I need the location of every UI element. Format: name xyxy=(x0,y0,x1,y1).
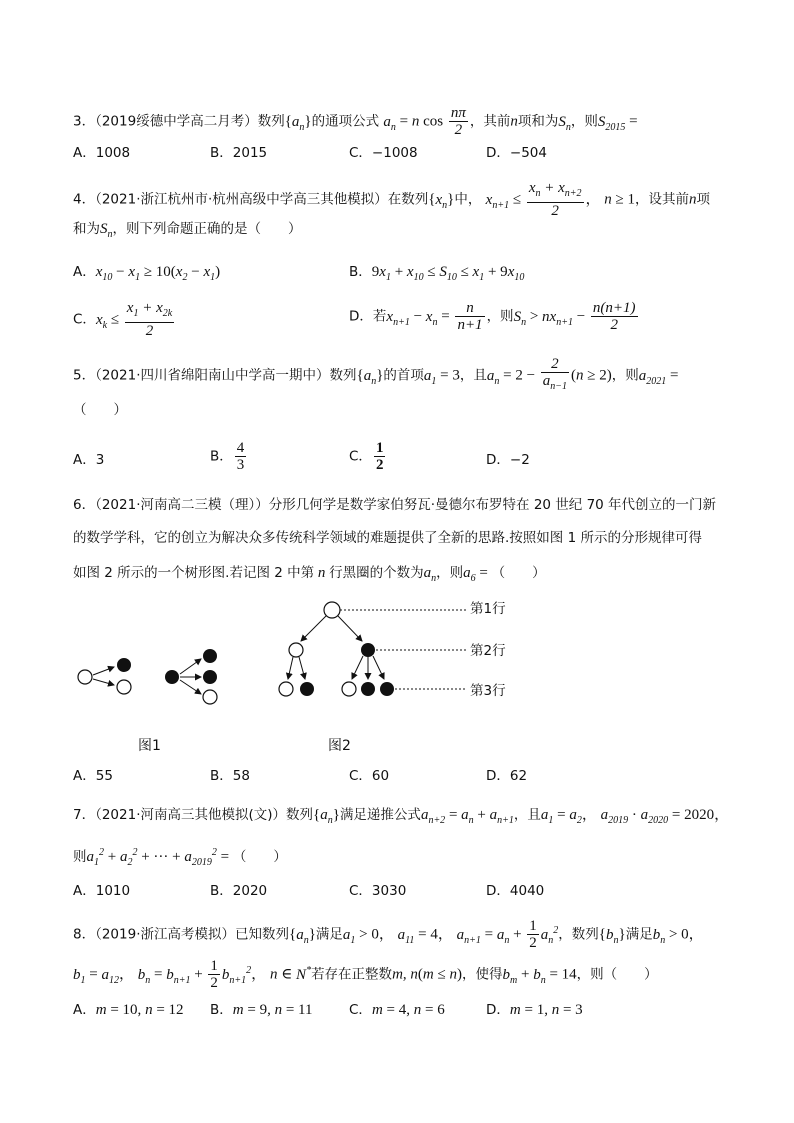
q4-option-c[interactable]: C．$x_k$ ≤ $\frac{x_1 + x_{2k}}{2}$ xyxy=(73,300,173,339)
q6-row-label-1: 第1行 xyxy=(470,601,506,617)
q5-mid2: ，且 xyxy=(459,367,487,384)
q6-row-label-3: 第3行 xyxy=(470,683,506,699)
q3-mid3: 项和为 xyxy=(517,113,559,130)
q6-option-c[interactable]: C．60 xyxy=(349,768,390,784)
figure-1-diagram xyxy=(70,645,230,710)
q8-option-a-label: A． xyxy=(73,1002,96,1018)
q5-option-b-label: B． xyxy=(210,448,233,465)
q5-option-b-num: 4 xyxy=(236,440,245,456)
q7-stem: 7．（2021·河南高三其他模拟(文)）数列 xyxy=(73,807,314,823)
q5-option-c[interactable] xyxy=(349,440,387,473)
q4-mid: 中， xyxy=(454,191,482,208)
q6-line3a: 如图 2 所示的一个树形图.若记图 2 中第 xyxy=(73,565,315,581)
q8-option-d[interactable]: D．m = 1, n = 3 xyxy=(486,1002,583,1018)
q8-option-c-label: C． xyxy=(349,1002,372,1018)
q4-stem: 4．（2021·浙江杭州市·杭州高级中学高三其他模拟）在数列 xyxy=(73,191,429,208)
q7-mid2: ，且 xyxy=(513,807,541,823)
q8-option-b[interactable]: B．m = 9, n = 11 xyxy=(210,1002,313,1018)
figure-1-caption: 图1 xyxy=(138,738,161,754)
figure-2-caption: 图2 xyxy=(328,738,351,754)
q8-stem: 8．（2019·浙江高考模拟）已知数列 xyxy=(73,926,289,943)
q7-line2a: 则 xyxy=(73,849,87,865)
q5-option-b-den: 3 xyxy=(236,457,245,473)
q6-line3d: （ ） xyxy=(491,565,546,581)
question-8: 8．（2019·浙江高考模拟）已知数列$\{a_n\}$满足$a_1 > 0$， $a_{11} = 4$， $a_{n+1} = a_n$ + $\frac{1}{2}$ $a_n^2$，数列$\{b_n\}$满足$b_n > 0$， xyxy=(73,918,704,951)
q8-option-a[interactable]: A．m = 10, n = 12 xyxy=(73,1002,184,1018)
q7-option-c[interactable]: C．3030 xyxy=(349,883,407,899)
question-7-line2: 则$a_1^2 + a_2^2$ + ··· + $a_{2019}^2$ = （ ） xyxy=(73,847,287,868)
question-3: 3．（2019绥德中学高二月考）数列$\{a_n\}$的通项公式 $a_n = n$ cos $\frac{n\pi}{2}$ ，其前n项和为$S_n$，则$S_{2015}$ = xyxy=(73,105,638,138)
q4-option-b[interactable]: B．$9x_1 + x_{10} \le S_{10} \le x_1 + 9x_{10}$ xyxy=(349,264,525,283)
q7-option-a[interactable]: A．1010 xyxy=(73,883,131,899)
q4-option-d-mid: ，则 xyxy=(486,308,514,325)
q6-option-a[interactable]: A．55 xyxy=(73,768,113,784)
q5-option-c-num: 1 xyxy=(375,440,384,456)
q7-option-d[interactable]: D．4040 xyxy=(486,883,545,899)
q7-mid: 满足递推公式 xyxy=(339,807,421,823)
q6-line1: 6．（2021·河南高二三模（理））分形几何学是数学家伯努瓦·曼德尔布罗特在 20 世纪 70 年代创立的一门新 xyxy=(73,497,717,513)
q8-line2c: ，则（ ） xyxy=(576,966,658,983)
q4-option-d[interactable]: D．若$x_{n+1} - x_n$ = $\frac{n}{n+1}$ ，则$S_n > nx_{n+1}$ − $\frac{n(n+1)}{2}$ xyxy=(349,300,636,333)
q5-option-d[interactable]: D．−2 xyxy=(486,452,530,468)
q5-tail: ，则 xyxy=(611,367,639,384)
q8-line2b: ，使得 xyxy=(461,966,503,983)
q4-option-a[interactable]: A．$x_{10} - x_1 \ge 10(x_2 - x_1)$ xyxy=(73,264,221,283)
q6-line3b: 行黑圈的个数为 xyxy=(329,565,424,581)
question-4-line2: 和为$S_n$，则下列命题正确的是（ ） xyxy=(73,221,302,240)
q4-option-b-label: B． xyxy=(349,264,372,280)
q5-option-c-den: 2 xyxy=(375,457,384,473)
q3-mid4: ，则 xyxy=(570,113,598,130)
q3-mid2: ，其前 xyxy=(469,113,511,130)
q3-stem: 3．（2019绥德中学高二月考）数列 xyxy=(73,113,285,130)
q4-option-c-label: C． xyxy=(73,311,96,328)
q5-mid: 的首项 xyxy=(383,367,424,384)
q3-option-d[interactable]: D．−504 xyxy=(486,145,547,161)
q8-mid3: 满足 xyxy=(625,926,653,943)
q5-stem: 5．（2021·四川省绵阳南山中学高一期中）数列 xyxy=(73,367,357,384)
q5-option-c-label: C． xyxy=(349,448,372,465)
q3-mid: 的通项公式 xyxy=(311,113,380,130)
question-7: 7．（2021·河南高三其他模拟(文)）数列$\{a_n\}$满足递推公式$a_{n+2} = a_n + a_{n+1}$，且$a_1 = a_2$， $a_{2019} \cdot a_{2020} = 2020$， xyxy=(73,807,730,826)
question-8-line2: $b_1 = a_{12}$， $b_n = b_{n+1}$ + $\frac{1}{2}$ $b_{n+1}^2$， n ∈ N*若存在正整数m, n(m ≤ n)，使得$b_m + b_n = 14$，则（ ） xyxy=(73,958,658,991)
q3-option-a[interactable]: A．1008 xyxy=(73,145,131,161)
q6-row-label-2: 第2行 xyxy=(470,643,506,659)
q8-option-b-label: B． xyxy=(210,1002,233,1018)
q4-option-d-label: D．若 xyxy=(349,308,387,325)
question-5: 5．（2021·四川省绵阳南山中学高一期中）数列$\{a_n\}$的首项$a_1 = 3$，且$a_n = 2$ − $\frac{2}{a_{n-1}}$ (n ≥ 2)，则$a_{2021}$ = xyxy=(73,356,679,392)
q5-paren: （ ） xyxy=(73,402,127,418)
q3-option-b[interactable]: B．2015 xyxy=(210,145,268,161)
q3-option-c[interactable]: C．−1008 xyxy=(349,145,418,161)
q8-mid2: ，数列 xyxy=(558,926,599,943)
q5-option-b[interactable] xyxy=(210,440,248,473)
figure-2-tree xyxy=(270,598,470,700)
q4-line2a: 和为 xyxy=(73,221,100,237)
q4-line2b: ，则下列命题正确的是（ ） xyxy=(112,221,302,237)
q6-option-b[interactable]: B．58 xyxy=(210,768,250,784)
q5-option-a[interactable]: A．3 xyxy=(73,452,105,468)
question-4: 4．（2021·浙江杭州市·杭州高级中学高三其他模拟）在数列$\{x_n\}$中， $x_{n+1}$ ≤ $\frac{x_n + x_{n+2}}{2}$ ， n ≥ 1，设其前n项 xyxy=(73,180,711,219)
question-6-line3: 如图 2 所示的一个树形图.若记图 2 中第 n 行黑圈的个数为$a_n$，则$a_6$ = （ ） xyxy=(73,565,546,584)
q8-option-c[interactable]: C．m = 4, n = 6 xyxy=(349,1002,445,1018)
q8-option-d-label: D． xyxy=(486,1002,510,1018)
q6-option-d[interactable]: D．62 xyxy=(486,768,528,784)
q8-mid: 满足 xyxy=(315,926,343,943)
q7-option-b[interactable]: B．2020 xyxy=(210,883,268,899)
q7-line2b: （ ） xyxy=(232,849,287,865)
q8-line2a: 若存在正整数 xyxy=(311,966,393,983)
q4-tail: ，设其前 xyxy=(635,191,690,208)
q4-option-a-label: A． xyxy=(73,264,96,280)
q6-line3c: ，则 xyxy=(436,565,464,581)
q4-tail2: 项 xyxy=(696,191,711,208)
q6-line2: 的数学学科，它的创立为解决众多传统科学领域的难题提供了全新的思路.按照如图 1 所示的分形规律可得 xyxy=(73,530,702,546)
